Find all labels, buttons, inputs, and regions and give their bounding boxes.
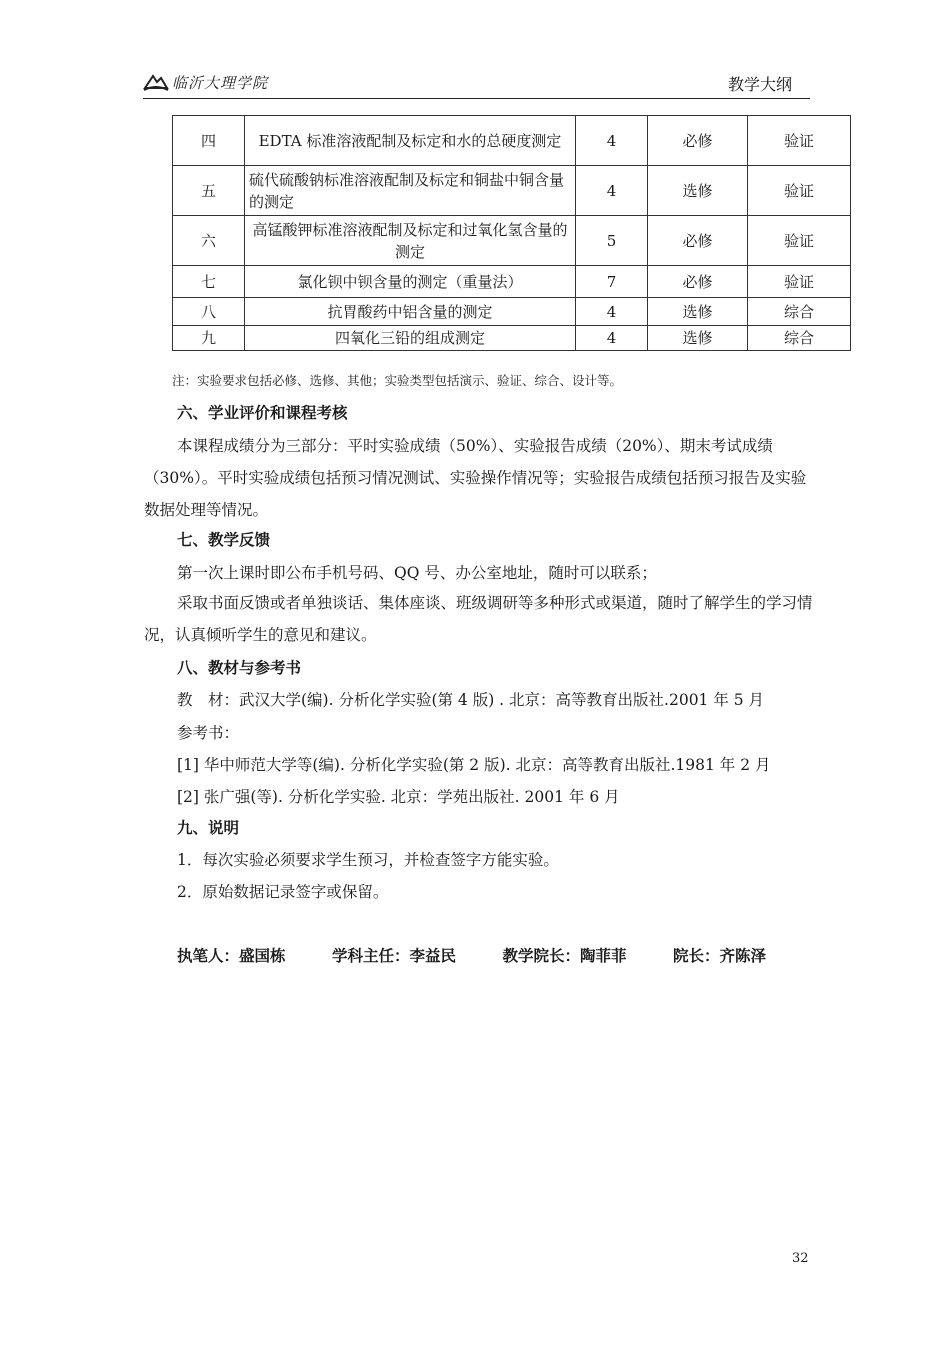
section7-paragraph-1: 第一次上课时即公布手机号码、QQ 号、办公室地址，随时可以联系； xyxy=(177,564,657,582)
section6-text: 本课程成绩分为三部分：平时实验成绩（50%）、实验报告成绩（20%）、期末考试成绩（30%）。平时实验成绩包括预习情况测试、实验操作情况等；实验报告成绩包括预习报告及实验数据处理等情况。 xyxy=(144,437,807,519)
note-item-2: 2．原始数据记录签字或保留。 xyxy=(177,883,389,901)
signatures-line: 执笔人：盛国栋 学科主任：李益民 教学院长：陶菲菲 院长：齐陈泽 xyxy=(177,947,767,965)
references-label: 参考书： xyxy=(177,724,240,742)
table-row xyxy=(173,298,851,326)
cell-requirement: 必修 xyxy=(648,216,748,266)
cell-no: 八 xyxy=(173,298,245,326)
cell-hours: 4 xyxy=(576,116,648,166)
cell-no: 四 xyxy=(173,116,245,166)
cell-requirement: 选修 xyxy=(648,166,748,216)
section7-paragraph-2: 采取书面反馈或者单独谈话、集体座谈、班级调研等多种形式或渠道，随时了解学生的学习情况，认真倾听学生的意见和建议。 xyxy=(144,594,813,644)
cell-name: 氯化钡中钡含量的测定（重量法） xyxy=(245,266,576,298)
cell-name: 高锰酸钾标准溶液配制及标定和过氧化氢含量的测定 xyxy=(245,216,576,266)
textbook-line: 教 材：武汉大学(编). 分析化学实验(第 4 版) . 北京：高等教育出版社.2001 年 5 月 xyxy=(177,691,765,709)
cell-hours: 4 xyxy=(576,298,648,326)
cell-no: 九 xyxy=(173,326,245,351)
cell-hours: 7 xyxy=(576,266,648,298)
section7-heading: 七、教学反馈 xyxy=(177,531,271,549)
table-row xyxy=(173,216,851,266)
reference-2: [2] 张广强(等). 分析化学实验. 北京：学苑出版社. 2001 年 6 月 xyxy=(177,788,620,806)
cell-no: 七 xyxy=(173,266,245,298)
cell-no: 六 xyxy=(173,216,245,266)
cell-name: 硫代硫酸钠标准溶液配制及标定和铜盐中铜含量的测定 xyxy=(245,166,576,216)
section9-heading: 九、说明 xyxy=(177,819,240,837)
table-note: 注：实验要求包括必修、选修、其他；实验类型包括演示、验证、综合、设计等。 xyxy=(172,373,623,388)
page-number: 32 xyxy=(792,1251,809,1266)
cell-type: 验证 xyxy=(748,166,851,216)
table-row xyxy=(173,266,851,298)
cell-name: EDTA 标准溶液配制及标定和水的总硬度测定 xyxy=(245,116,576,166)
cell-type: 验证 xyxy=(748,116,851,166)
cell-type: 综合 xyxy=(748,298,851,326)
cell-type: 验证 xyxy=(748,216,851,266)
reference-1: [1] 华中师范大学等(编). 分析化学实验(第 2 版). 北京：高等教育出版社.1981 年 2 月 xyxy=(177,756,771,774)
cell-requirement: 选修 xyxy=(648,298,748,326)
university-logo xyxy=(143,70,268,94)
cell-requirement: 必修 xyxy=(648,116,748,166)
section8-heading: 八、教材与参考书 xyxy=(177,659,302,677)
logo-text: 临沂大理学院 xyxy=(172,73,269,92)
table-row xyxy=(173,326,851,351)
school-emblem-icon xyxy=(143,72,169,92)
experiment-table xyxy=(172,115,851,351)
table-row xyxy=(173,166,851,216)
section6-heading: 六、学业评价和课程考核 xyxy=(177,404,348,422)
cell-name: 四氧化三铅的组成测定 xyxy=(245,326,576,351)
page-header xyxy=(143,68,810,99)
note-item-1: 1．每次实验必须要求学生预习，并检查签字方能实验。 xyxy=(177,851,559,869)
cell-requirement: 必修 xyxy=(648,266,748,298)
cell-type: 综合 xyxy=(748,326,851,351)
cell-name: 抗胃酸药中铝含量的测定 xyxy=(245,298,576,326)
cell-requirement: 选修 xyxy=(648,326,748,351)
cell-no: 五 xyxy=(173,166,245,216)
cell-type: 验证 xyxy=(748,266,851,298)
cell-hours: 4 xyxy=(576,166,648,216)
cell-hours: 5 xyxy=(576,216,648,266)
cell-hours: 4 xyxy=(576,326,648,351)
header-title: 教学大纲 xyxy=(727,75,792,94)
table-row xyxy=(173,116,851,166)
